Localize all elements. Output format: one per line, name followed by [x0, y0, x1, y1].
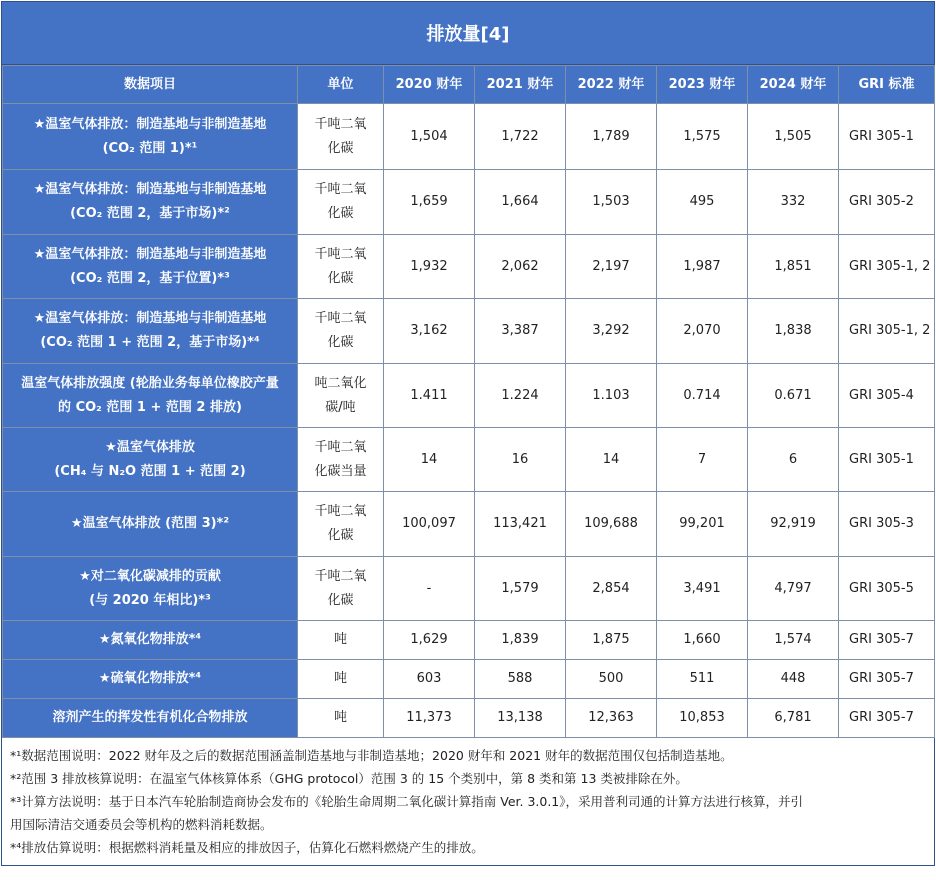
- value-cell: 1,789: [566, 104, 657, 170]
- value-cell: 6: [748, 428, 839, 492]
- data-item-label: ★硫氧化物排放*⁴: [98, 671, 202, 686]
- unit-label: 千吨二氧: [314, 504, 367, 519]
- data-item-label: ★温室气体排放: [105, 439, 195, 455]
- data-item-label: ★温室气体排放：制造基地与非制造基地: [33, 246, 267, 262]
- value-cell: 2,062: [475, 235, 566, 299]
- value-cell: 2,854: [566, 557, 657, 621]
- value-cell: 332: [748, 170, 839, 235]
- gri-standard-cell: GRI 305-1: [839, 104, 935, 170]
- value-cell: 0.714: [657, 364, 748, 428]
- unit-cell: [298, 557, 384, 621]
- data-item-label: ★温室气体排放：制造基地与非制造基地: [33, 311, 267, 326]
- data-item-cell: [3, 492, 298, 557]
- data-item-label: (CO₂ 范围 1)*¹: [102, 140, 198, 156]
- value-cell: 100,097: [384, 492, 475, 557]
- unit-label: 化碳: [327, 528, 354, 543]
- gri-standard-cell: GRI 305-3: [839, 492, 935, 557]
- column-header: 数据项目: [3, 66, 298, 104]
- value-cell: 1,629: [384, 621, 475, 660]
- column-header: 2024 财年: [748, 66, 839, 104]
- table-row: [3, 104, 935, 170]
- gri-standard-cell: GRI 305-7: [839, 621, 935, 660]
- table-row: [3, 557, 935, 621]
- data-item-label: 温室气体排放强度 (轮胎业务每单位橡胶产量: [21, 375, 279, 391]
- value-cell: 448: [748, 660, 839, 699]
- value-cell: 6,781: [748, 699, 839, 738]
- unit-label: 化碳: [327, 335, 354, 350]
- value-cell: 109,688: [566, 492, 657, 557]
- value-cell: 1,660: [657, 621, 748, 660]
- data-item-label: (与 2020 年相比)*³: [89, 592, 211, 608]
- gri-standard-cell: GRI 305-7: [839, 699, 935, 738]
- value-cell: 3,292: [566, 299, 657, 364]
- value-cell: 1,851: [748, 235, 839, 299]
- column-header: 2022 财年: [566, 66, 657, 104]
- table-row: [3, 699, 935, 738]
- value-cell: 4,797: [748, 557, 839, 621]
- value-cell: 11,373: [384, 699, 475, 738]
- value-cell: 1,875: [566, 621, 657, 660]
- table-title: 排放量[4]: [2, 2, 934, 65]
- footnote-line: *⁴排放估算说明：根据燃料消耗量及相应的排放因子，估算化石燃料燃烧产生的排放。: [10, 840, 484, 855]
- emissions-table: [2, 65, 935, 738]
- value-cell: 12,363: [566, 699, 657, 738]
- value-cell: 1,838: [748, 299, 839, 364]
- data-item-label: ★温室气体排放 (范围 3)*²: [70, 516, 230, 531]
- value-cell: 92,919: [748, 492, 839, 557]
- table-row: [3, 660, 935, 699]
- table-row: [3, 492, 935, 557]
- data-item-cell: [3, 428, 298, 492]
- data-item-cell: [3, 557, 298, 621]
- value-cell: 1.224: [475, 364, 566, 428]
- unit-label: 千吨二氧: [314, 568, 367, 584]
- value-cell: 1,574: [748, 621, 839, 660]
- value-cell: 3,387: [475, 299, 566, 364]
- unit-label: 吨二氧化: [314, 375, 367, 391]
- unit-label: 千吨二氧: [314, 116, 367, 132]
- unit-cell: [298, 699, 384, 738]
- value-cell: 1,659: [384, 170, 475, 235]
- value-cell: 0.671: [748, 364, 839, 428]
- value-cell: 10,853: [657, 699, 748, 738]
- column-header: 2021 财年: [475, 66, 566, 104]
- unit-label: 碳/吨: [325, 399, 356, 415]
- unit-label: 吨: [333, 632, 347, 647]
- gri-standard-cell: GRI 305-7: [839, 660, 935, 699]
- value-cell: 1,579: [475, 557, 566, 621]
- unit-cell: [298, 428, 384, 492]
- value-cell: 588: [475, 660, 566, 699]
- value-cell: 2,070: [657, 299, 748, 364]
- value-cell: 99,201: [657, 492, 748, 557]
- footnote-line: 用国际清洁交通委员会等机构的燃料消耗数据。: [10, 817, 273, 832]
- value-cell: 495: [657, 170, 748, 235]
- value-cell: 511: [657, 660, 748, 699]
- data-item-label: ★氮氧化物排放*⁴: [98, 632, 202, 647]
- footnote-line: *²范围 3 排放核算说明：在温室气体核算体系（GHG protocol）范围 3 的 15 个类别中，第 8 类和第 13 类被排除在外。: [10, 771, 688, 786]
- value-cell: 1,987: [657, 235, 748, 299]
- data-item-label: 的 CO₂ 范围 1 + 范围 2 排放): [58, 399, 242, 415]
- value-cell: 603: [384, 660, 475, 699]
- unit-label: 千吨二氧: [314, 439, 367, 455]
- unit-cell: [298, 621, 384, 660]
- unit-cell: [298, 492, 384, 557]
- value-cell: 7: [657, 428, 748, 492]
- data-item-label: ★温室气体排放：制造基地与非制造基地: [33, 182, 267, 197]
- unit-label: 千吨二氧: [314, 246, 367, 262]
- data-item-cell: [3, 621, 298, 660]
- unit-cell: [298, 170, 384, 235]
- value-cell: 1.411: [384, 364, 475, 428]
- value-cell: 1,503: [566, 170, 657, 235]
- emissions-report: [1, 1, 935, 866]
- unit-label: 化碳: [327, 270, 354, 286]
- value-cell: 2,197: [566, 235, 657, 299]
- column-header: 2020 财年: [384, 66, 475, 104]
- gri-standard-cell: GRI 305-1: [839, 428, 935, 492]
- data-item-cell: [3, 364, 298, 428]
- table-row: [3, 299, 935, 364]
- data-item-label: (CO₂ 范围 2，基于市场)*²: [70, 206, 230, 221]
- value-cell: -: [384, 557, 475, 621]
- table-row: [3, 235, 935, 299]
- data-item-cell: [3, 299, 298, 364]
- unit-cell: [298, 364, 384, 428]
- data-item-cell: [3, 699, 298, 738]
- data-item-label: ★对二氧化碳减排的贡献: [79, 568, 221, 584]
- column-header: 2023 财年: [657, 66, 748, 104]
- unit-label: 吨: [333, 671, 347, 686]
- footnote-line: *³计算方法说明：基于日本汽车轮胎制造商协会发布的《轮胎生命周期二氧化碳计算指南 Ver. 3.0.1》，采用普利司通的计算方法进行核算，并引: [10, 794, 804, 809]
- column-header: 单位: [298, 66, 384, 104]
- value-cell: 3,491: [657, 557, 748, 621]
- value-cell: 16: [475, 428, 566, 492]
- data-item-cell: [3, 660, 298, 699]
- unit-label: 化碳: [327, 206, 354, 221]
- data-item-cell: [3, 235, 298, 299]
- value-cell: 1,664: [475, 170, 566, 235]
- unit-label: 化碳: [327, 140, 354, 156]
- table-row: [3, 621, 935, 660]
- table-row: [3, 364, 935, 428]
- data-item-cell: [3, 104, 298, 170]
- data-item-label: 溶剂产生的挥发性有机化合物排放: [52, 710, 248, 725]
- gri-standard-cell: GRI 305-1, 2: [839, 299, 935, 364]
- value-cell: 13,138: [475, 699, 566, 738]
- table-row: [3, 428, 935, 492]
- unit-label: 化碳当量: [314, 463, 367, 479]
- footnotes: [2, 738, 934, 865]
- gri-standard-cell: GRI 305-5: [839, 557, 935, 621]
- value-cell: 14: [566, 428, 657, 492]
- gri-standard-cell: GRI 305-2: [839, 170, 935, 235]
- unit-label: 千吨二氧: [314, 182, 367, 197]
- value-cell: 500: [566, 660, 657, 699]
- value-cell: 1,504: [384, 104, 475, 170]
- value-cell: 1,932: [384, 235, 475, 299]
- value-cell: 1,839: [475, 621, 566, 660]
- value-cell: 1,722: [475, 104, 566, 170]
- unit-label: 化碳: [327, 592, 354, 608]
- data-item-cell: [3, 170, 298, 235]
- value-cell: 1,575: [657, 104, 748, 170]
- gri-standard-cell: GRI 305-4: [839, 364, 935, 428]
- unit-label: 千吨二氧: [314, 311, 367, 326]
- unit-cell: [298, 104, 384, 170]
- data-item-label: (CO₂ 范围 1 + 范围 2，基于市场)*⁴: [40, 335, 260, 350]
- data-item-label: ★温室气体排放：制造基地与非制造基地: [33, 116, 267, 132]
- value-cell: 14: [384, 428, 475, 492]
- unit-cell: [298, 660, 384, 699]
- data-item-label: (CH₄ 与 N₂O 范围 1 + 范围 2): [54, 463, 246, 479]
- data-item-label: (CO₂ 范围 2，基于位置)*³: [70, 270, 230, 286]
- table-row: [3, 170, 935, 235]
- unit-cell: [298, 235, 384, 299]
- value-cell: 1,505: [748, 104, 839, 170]
- footnote-line: *¹数据范围说明：2022 财年及之后的数据范围涵盖制造基地与非制造基地；2020 财年和 2021 财年的数据范围仅包括制造基地。: [10, 748, 733, 763]
- unit-cell: [298, 299, 384, 364]
- value-cell: 113,421: [475, 492, 566, 557]
- value-cell: 3,162: [384, 299, 475, 364]
- column-header: GRI 标准: [839, 66, 935, 104]
- gri-standard-cell: GRI 305-1, 2: [839, 235, 935, 299]
- value-cell: 1.103: [566, 364, 657, 428]
- header-row: [3, 66, 935, 104]
- unit-label: 吨: [333, 710, 347, 725]
